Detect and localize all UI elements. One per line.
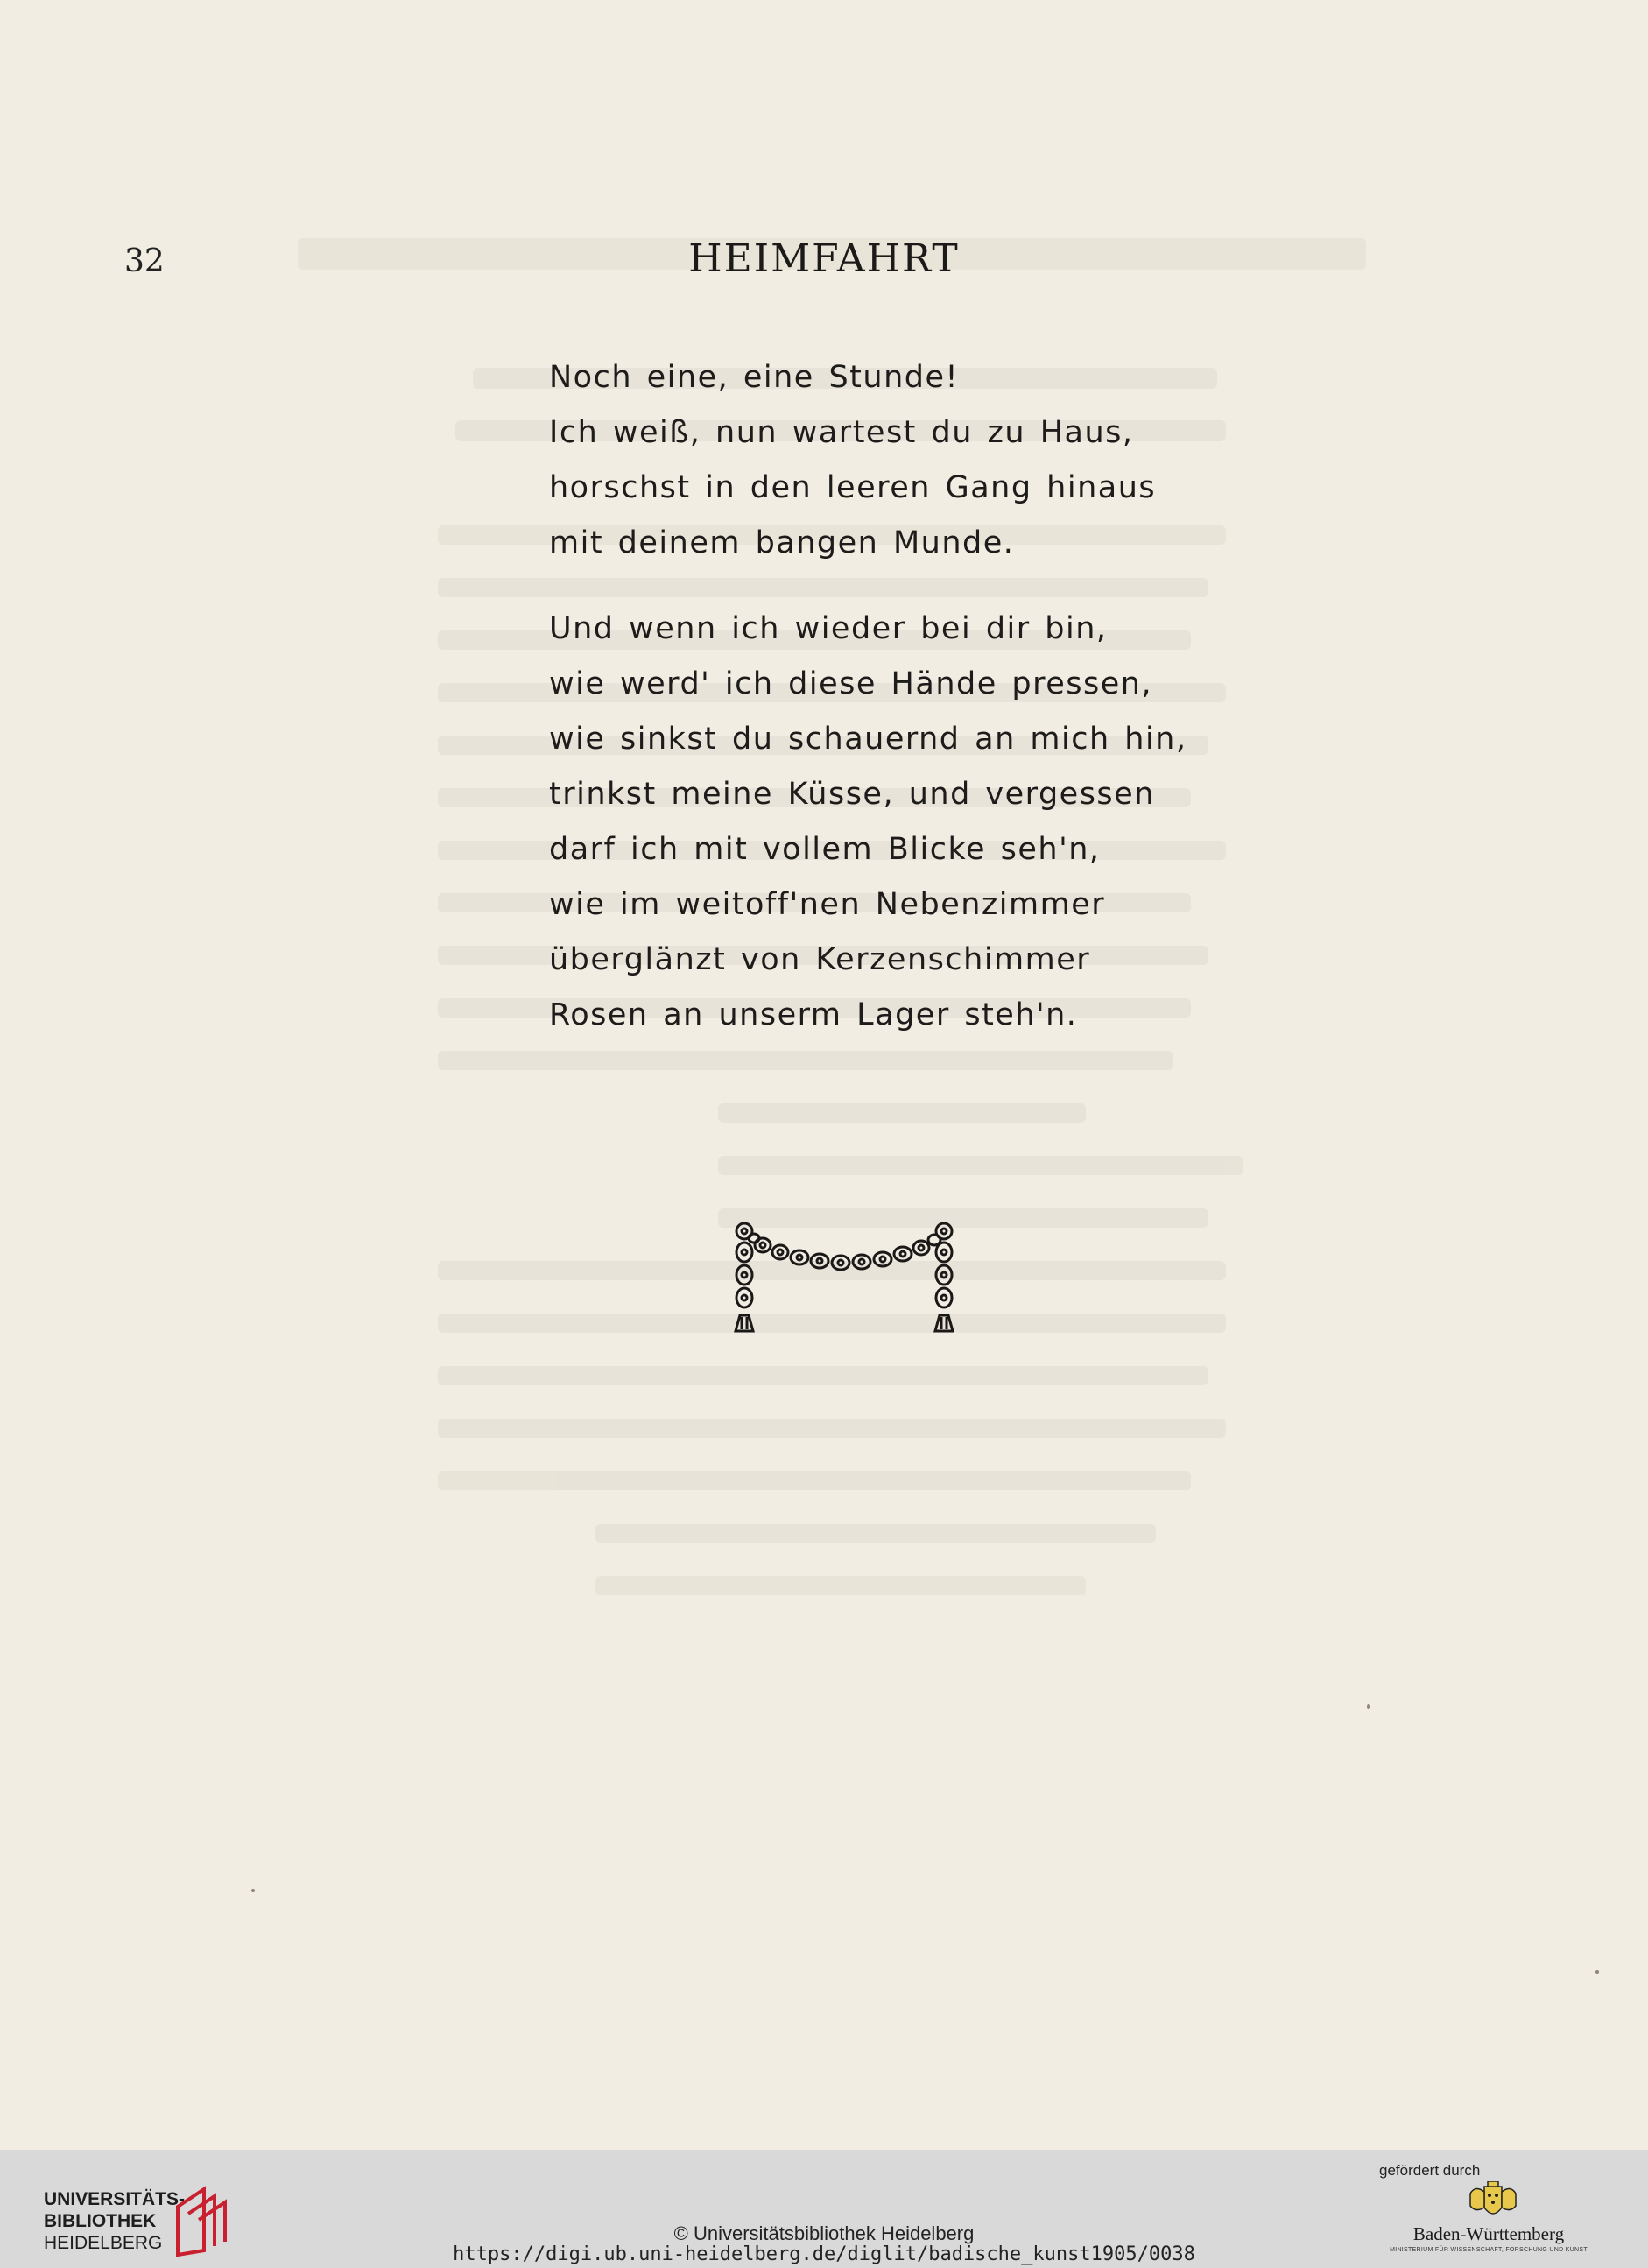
- paper-speck: [1595, 1970, 1599, 1974]
- stanza-1: [549, 350, 1187, 571]
- garland-ornament-icon: [731, 1219, 959, 1337]
- poem-line: darf ich mit vollem Blicke seh'n,: [549, 832, 1101, 867]
- poem-line: trinkst meine Küsse, und vergessen: [549, 777, 1155, 812]
- poem-line: wie im weitoff'nen Nebenzimmer: [549, 887, 1106, 922]
- library-line-3: HEIDELBERG: [44, 2233, 163, 2253]
- paper-speck: [1367, 1704, 1370, 1709]
- poem-line: wie werd' ich diese Hände pressen,: [549, 666, 1153, 701]
- footer-bar: [0, 2150, 1648, 2268]
- poem-line: Und wenn ich wieder bei dir bin,: [549, 611, 1108, 646]
- poem-line: Noch eine, eine Stunde!: [549, 360, 960, 395]
- funded-by-label: gefördert durch: [1379, 2162, 1481, 2179]
- sponsor-subtitle: MINISTERIUM FÜR WISSENSCHAFT, FORSCHUNG UND KUNST: [1390, 2247, 1588, 2253]
- poem-line: Ich weiß, nun wartest du zu Haus,: [549, 415, 1134, 450]
- sponsor-name: Baden-Württemberg: [1412, 2223, 1565, 2244]
- poem-line: mit deinem bangen Munde.: [549, 525, 1015, 560]
- library-line-1: UNIVERSITÄTS-: [44, 2189, 186, 2209]
- poem-line: wie sinkst du schauernd an mich hin,: [549, 722, 1187, 757]
- stanza-2: [549, 602, 1187, 1043]
- poem-line: Rosen an unserm Lager steh'n.: [549, 997, 1078, 1032]
- poem-body: [549, 350, 1187, 1074]
- copyright-notice: © Universitätsbibliothek Heidelberg: [673, 2222, 975, 2244]
- coat-of-arms-icon: [1467, 2181, 1519, 2223]
- permalink-url[interactable]: https://digi.ub.uni-heidelberg.de/diglit/badische_kunst1905/0038: [453, 2243, 1195, 2265]
- page-number: 32: [124, 243, 165, 279]
- poem-line: überglänzt von Kerzenschimmer: [549, 942, 1091, 977]
- poem-line: horschst in den leeren Gang hinaus: [549, 470, 1157, 505]
- paper-speck: [251, 1889, 255, 1892]
- library-line-2: BIBLIOTHEK: [44, 2211, 157, 2231]
- poem-title: HEIMFAHRT: [688, 236, 960, 281]
